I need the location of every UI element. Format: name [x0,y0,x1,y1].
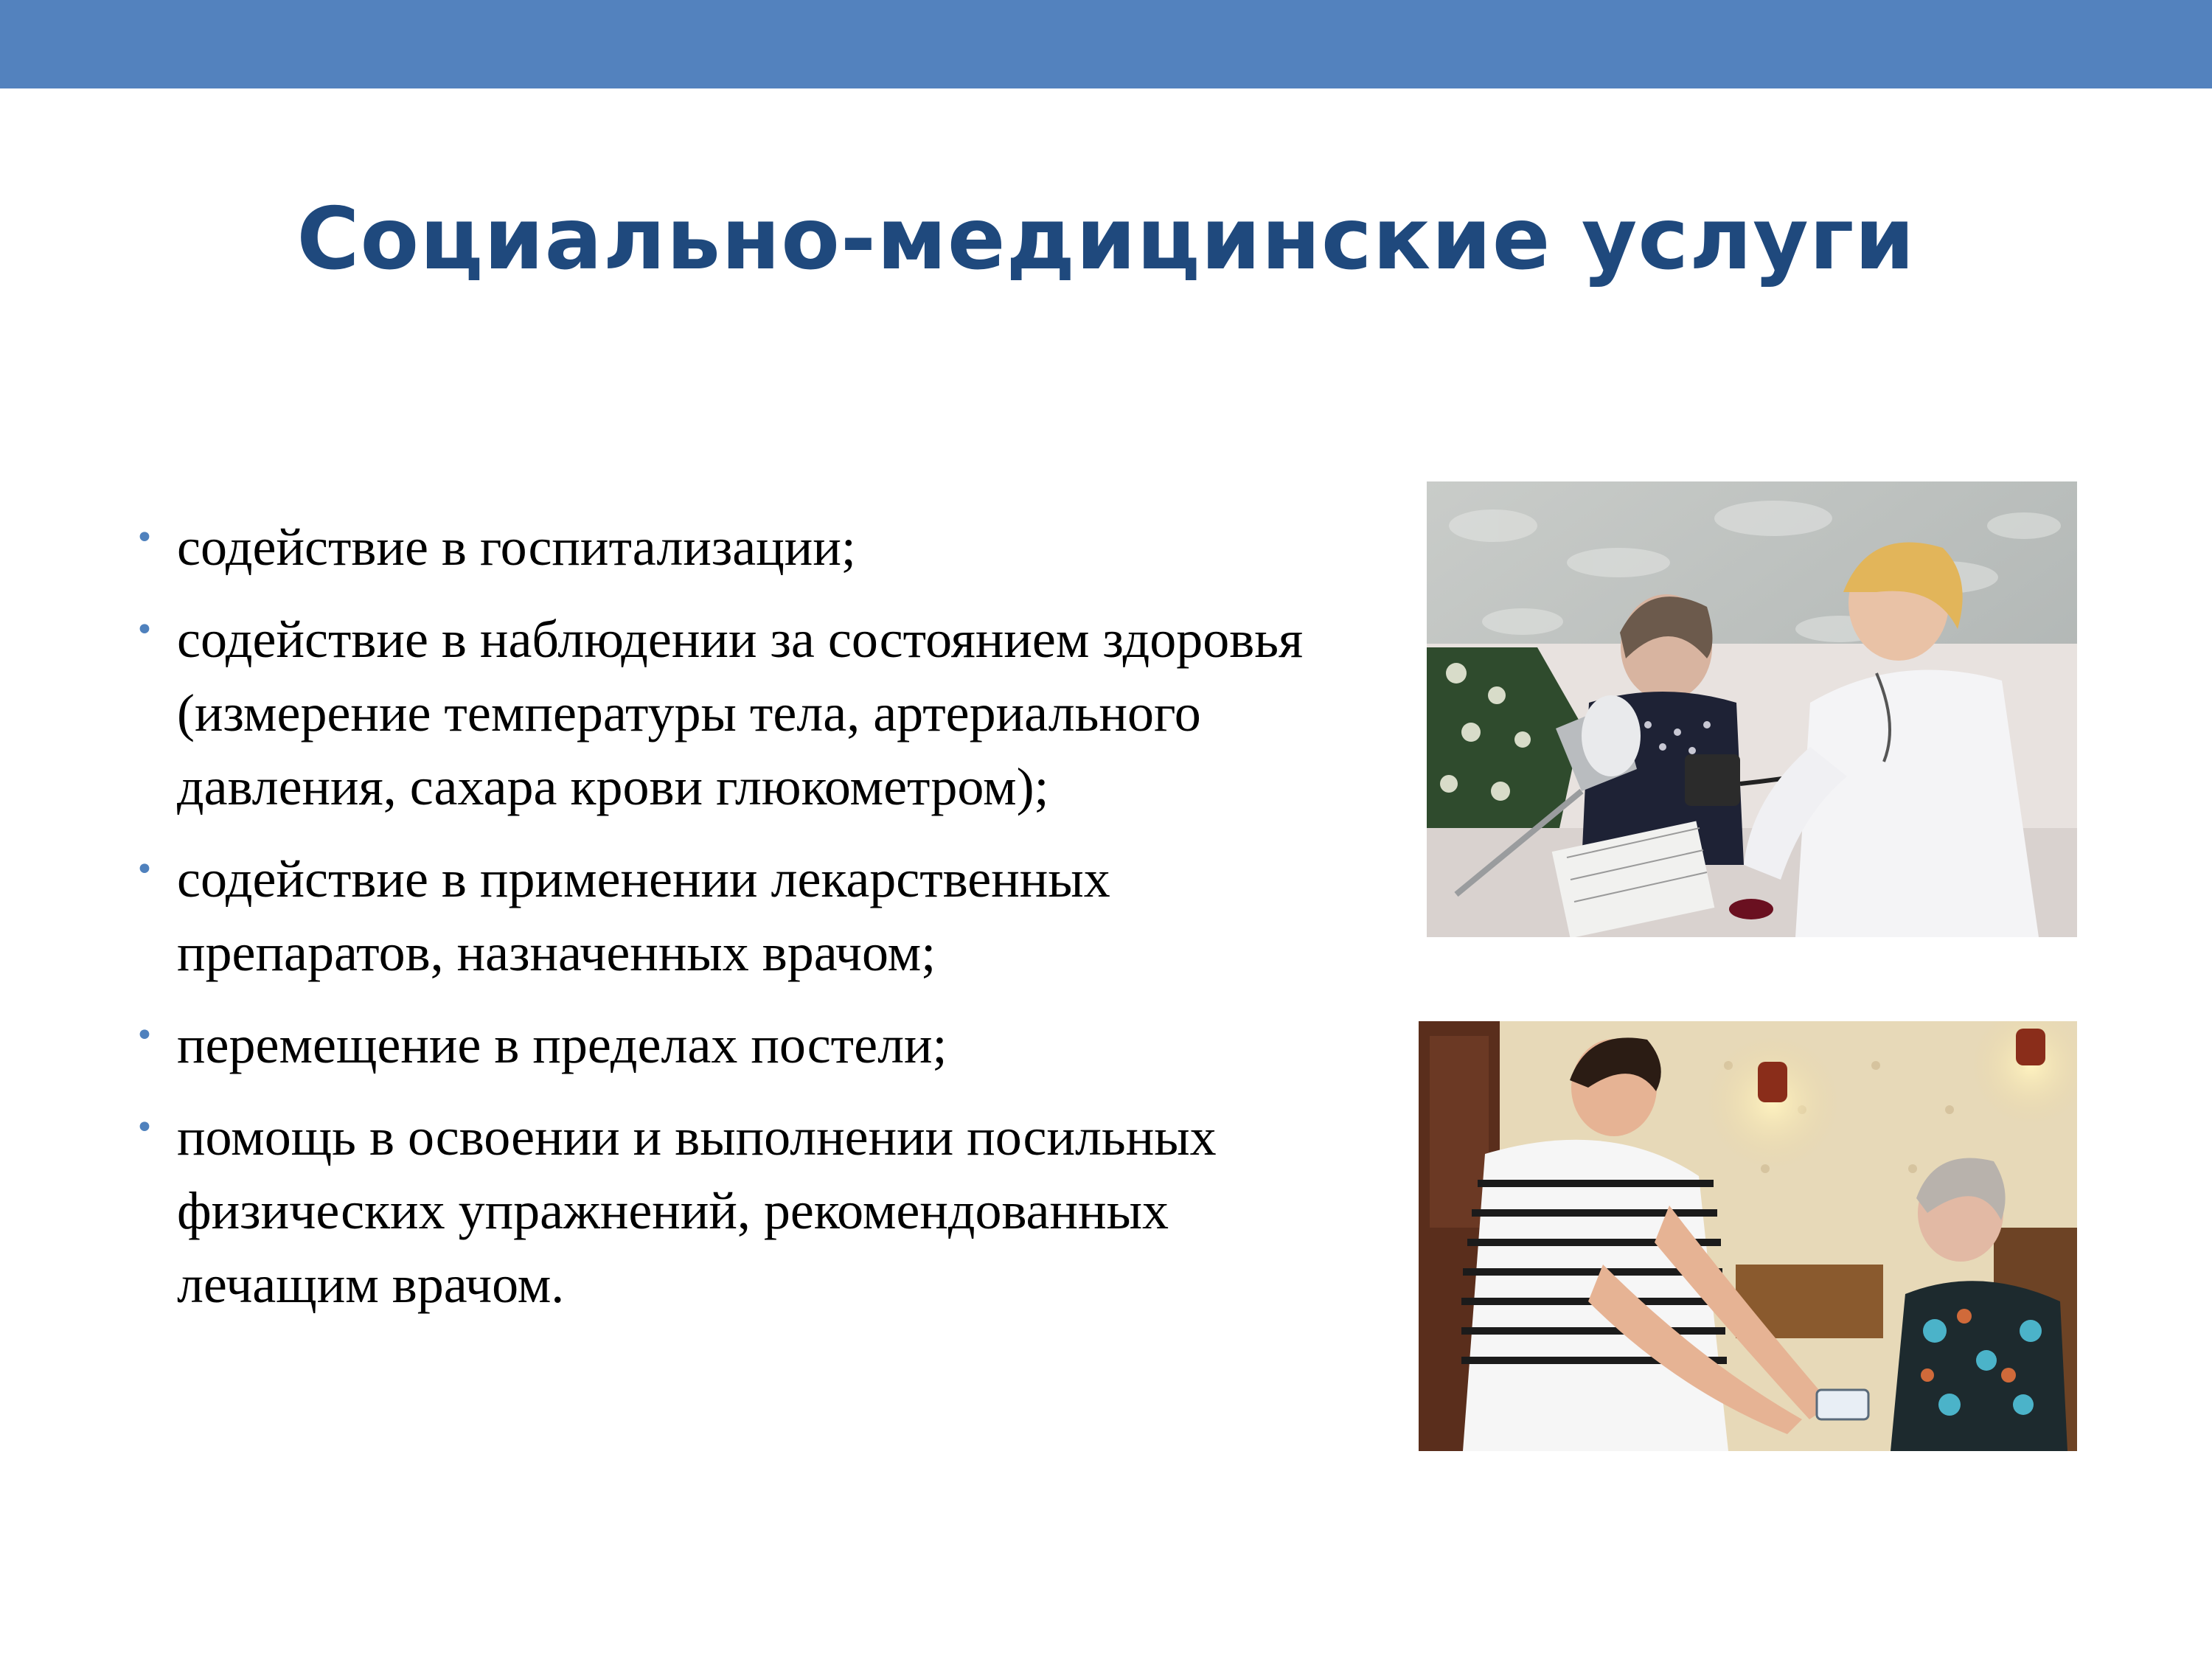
top-accent-bar [0,0,2212,88]
bullet-marker-icon: • [135,519,154,557]
bullet-marker-icon: • [135,1109,154,1147]
bullet-text: перемещение в пределах постели; [177,1015,947,1074]
bullet-item [129,1100,1346,1321]
bullet-item [129,1008,1346,1082]
bullet-list [129,510,1346,1340]
bullet-marker-icon: • [135,851,154,888]
photo-nurse-stethoscope [1427,481,2077,937]
bullet-text: помощь в освоении и выполнении посильных физических упражнений, рекомендованных лечащим врачом. [177,1107,1217,1314]
bullet-marker-icon: • [135,1017,154,1054]
bullet-text: содействие в наблюдении за состоянием здоровья (измерение температуры тела, артериального давления, сахара крови глюкометром); [177,610,1304,816]
bullet-marker-icon: • [135,611,154,649]
bullet-item [129,510,1346,584]
slide-title: Социально-медицинские услуги [296,189,1916,289]
bullet-text: содействие в госпитализации; [177,518,856,577]
photo-caregiver-blood-pressure [1419,1021,2077,1451]
bullet-item [129,842,1346,990]
bullet-item [129,602,1346,824]
bullet-text: содействие в применении лекарственных препаратов, назначенных врачом; [177,849,1110,982]
